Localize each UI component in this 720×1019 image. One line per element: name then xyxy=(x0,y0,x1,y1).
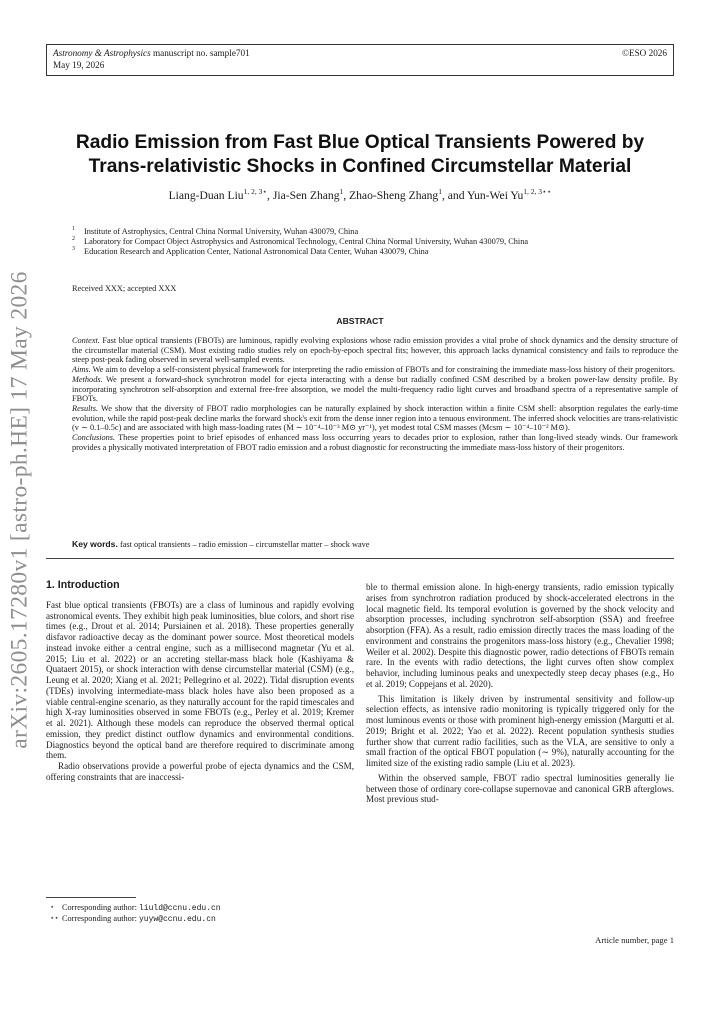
footnote-label: Corresponding author: xyxy=(62,913,137,923)
keywords-text: fast optical transients – radio emission – circumstellar matter – shock wave xyxy=(119,540,370,549)
footnote-mark: ⋆ xyxy=(50,903,55,911)
affiliation-text: Education Research and Application Center, National Astronomical Data Center, Wuhan 430079, China xyxy=(84,246,429,256)
journal-name: Astronomy & Astrophysics xyxy=(53,48,151,58)
affiliation-number: 1 xyxy=(72,226,75,232)
author-name: Zhao-Sheng Zhang xyxy=(349,189,439,202)
left-column xyxy=(46,580,354,783)
running-header xyxy=(46,44,674,76)
footnote-item xyxy=(46,903,221,914)
abstract-paragraph xyxy=(72,336,678,365)
abstract-label: Conclusions. xyxy=(72,433,116,443)
abstract-text: We aim to develop a self-consistent physical framework for interpreting the radio emission of FBOTs and for constraining the immediate mass-loss history of their progenitors. xyxy=(90,365,675,375)
footnote-rule xyxy=(46,897,136,898)
abstract-text: We show that the diversity of FBOT radio morphologies can be naturally explained by shock interaction within a finite CSM shell: absorption regulates the early-time evolution, while the rapid post-peak decline marks the forward shock's exit from the dense inner region into a tenuous environment. The inferred shock velocities are trans-relativistic (v ∼ 0.1–0.5c) and are associated with high mass-loading rates (Ṁ ∼ 10⁻⁴–10⁻³ M⊙ yr⁻¹), yet modest total CSM masses (Mcsm ∼ 10⁻⁴–10⁻² M⊙). xyxy=(72,403,678,433)
received-line: Received XXX; accepted XXX xyxy=(72,284,177,293)
abstract-paragraph xyxy=(72,433,678,452)
affiliation-item xyxy=(72,237,672,247)
paper-title xyxy=(60,131,660,178)
abstract-label: Methods. xyxy=(72,374,103,384)
body-paragraph: Fast blue optical transients (FBOTs) are a class of luminous and rapidly evolving astronomical events. They exhibit high peak luminosities, blue colors, and short rise times (e.g., Drout et al. 2014; Pursiainen et al. 2018). These properties generally disfavor radioactive decay as the dominant power source. Most theoretical models instead invoke either a central engine, such as a millisecond magnetar (Yu et al. 2015; Liu et al. 2022) or an accreting stellar-mass black hole (Kashiyama & Quataert 2015), or shock interaction with dense circumstellar material (CSM) (e.g., Leung et al. 2020; Xiang et al. 2021; Pellegrino et al. 2022). Tidal disruption events (TDEs) involving intermediate-mass black holes have also been proposed as a viable central-engine scenario, as they naturally account for the rapid timescales and high X-ray luminosities observed in some FBOTs (e.g., Perley et al. 2019; Kremer et al. 2021). Although these models can reproduce the observed thermal optical emission, they predict distinct outflow dynamics and environmental conditions. Diagnostics beyond the optical band are therefore required to discriminate among them. xyxy=(46,599,354,761)
author-affil-marker: 1, 2, 3⋆ xyxy=(243,187,268,197)
abstract-label: Context. xyxy=(72,336,100,345)
journal-line xyxy=(53,48,250,59)
abstract-paragraph xyxy=(72,365,678,375)
affiliation-text: Laboratory for Compact Object Astrophysics and Astronomical Technology, Central China Normal University, Wuhan 430079, China xyxy=(84,236,529,246)
abstract-paragraph xyxy=(72,375,678,404)
affiliation-list xyxy=(72,227,672,256)
title-line: Trans-relativistic Shocks in Confined Circumstellar Material xyxy=(88,155,632,177)
author-separator: , xyxy=(267,189,273,202)
abstract-text: We present a forward-shock synchrotron model for ejecta interacting with a dense but radially confined CSM described by a broken power-law density profile. By incorporating synchrotron self-absorption and external free-free absorption, we model the multi-frequency radio light curves and broadband spectra of a representative sample of FBOTs. xyxy=(72,374,678,404)
body-paragraph: ble to thermal emission alone. In high-energy transients, radio emission typically arises from synchrotron radiation produced by shock-accelerated electrons in the local magnetic field. Its temporal evolution is governed by the shock velocity and absorption processes, including synchrotron self-absorption (SSA) and freefree absorption (FFA). As a result, radio emission directly traces the mass loading of the environment and constrains the progenitors mass-loss history (e.g., Chevalier 1998; Weiler et al. 2002). Despite this diagnostic power, radio detections of FBOTs remain rare. In the events with radio detections, the light curves often show complex behavior, including luminous peaks and unexpectedly steep decay phases (e.g., Ho et al. 2019; Coppejans et al. 2020). xyxy=(366,582,674,689)
manuscript-number: manuscript no. sample701 xyxy=(152,48,250,58)
footnote-email[interactable]: yuyw@ccnu.edu.cn xyxy=(138,914,216,924)
body-paragraph: Radio observations provide a powerful probe of ejecta dynamics and the CSM, offering constraints that are inaccessi- xyxy=(46,761,354,782)
affiliation-number: 2 xyxy=(72,235,75,242)
author-affil-marker: 1, 2, 3⋆⋆ xyxy=(523,187,552,197)
keywords-label: Key words. xyxy=(72,539,118,549)
author-affil-marker: 1 xyxy=(339,187,344,197)
affiliation-text: Institute of Astrophysics, Central China Normal University, Wuhan 430079, China xyxy=(84,227,359,236)
author-name: Liang-Duan Liu xyxy=(168,189,244,202)
affiliation-item xyxy=(72,227,672,237)
title-line: Radio Emission from Fast Blue Optical Transients Powered by xyxy=(75,132,645,153)
page-footer: Article number, page 1 xyxy=(595,935,674,945)
author-name: Jia-Sen Zhang xyxy=(272,189,340,202)
header-date: May 19, 2026 xyxy=(53,60,105,70)
author-list xyxy=(60,189,660,203)
author-separator: , xyxy=(343,189,350,202)
abstract-divider xyxy=(46,558,674,559)
abstract-paragraph xyxy=(72,404,678,433)
abstract-label: Results. xyxy=(72,403,99,413)
arxiv-stamp-area xyxy=(0,0,40,1019)
author-name: Yun-Wei Yu xyxy=(467,189,524,202)
footnote-label: Corresponding author: xyxy=(62,903,137,912)
footnotes xyxy=(46,903,221,925)
author-affil-marker: 1 xyxy=(438,187,442,197)
abstract-heading: ABSTRACT xyxy=(336,316,384,326)
abstract-text: Fast blue optical transients (FBOTs) are luminous, rapidly evolving explosions whose radio emission provides a vital probe of shock dynamics and the density structure of the circumstellar material (CSM). Most existing radio studies rely on epoch-by-epoch spectral fits; however, this approach lacks dynamical consistency and fails to reproduce the steep post-peak fading observed in several well-sampled events. xyxy=(72,336,678,365)
right-column xyxy=(366,582,674,805)
affiliation-number: 3 xyxy=(72,245,75,252)
copyright-notice: ©ESO 2026 xyxy=(621,48,667,58)
arxiv-identifier: arXiv:2605.17280v1 [astro-ph.HE] 17 May 2026 xyxy=(6,270,33,749)
body-paragraph: This limitation is likely driven by instrumental sensitivity and follow-up selection effects, as intensive radio monitoring is typically triggered only for the most luminous events or those with prominent high-energy emission (Margutti et al. 2019; Bright et al. 2022; Yao et al. 2022). Recent population synthesis studies further show that current radio facilities, such as the VLA, are sensitive to only a small fraction of the optical FBOT population (∼ 9%), naturally accounting for the limited size of the existing radio sample (Liu et al. 2023). xyxy=(366,693,674,768)
body-paragraph: Within the observed sample, FBOT radio spectral luminosities generally lie between those of ordinary core-collapse supernovae and canonical GRB afterglows. Most previous stud- xyxy=(366,772,674,805)
keywords-line xyxy=(72,539,369,549)
abstract-text: These properties point to brief episodes of enhanced mass loss occurring years to decades prior to explosion, rather than long-lived steady winds. Our framework provides a physically motivated interpretation of FBOT radio emission and a robust diagnostic for reconstructing the immediate mass-loss history of their progenitors. xyxy=(72,433,678,452)
section-heading: 1. Introduction xyxy=(46,579,120,591)
affiliation-item xyxy=(72,247,672,257)
author-separator: , and xyxy=(441,189,467,202)
footnote-item xyxy=(46,914,221,925)
abstract-label: Aims. xyxy=(72,365,91,375)
footnote-mark: ⋆⋆ xyxy=(50,913,59,922)
footnote-email[interactable]: liuld@ccnu.edu.cn xyxy=(138,904,221,913)
abstract-body xyxy=(72,336,678,452)
